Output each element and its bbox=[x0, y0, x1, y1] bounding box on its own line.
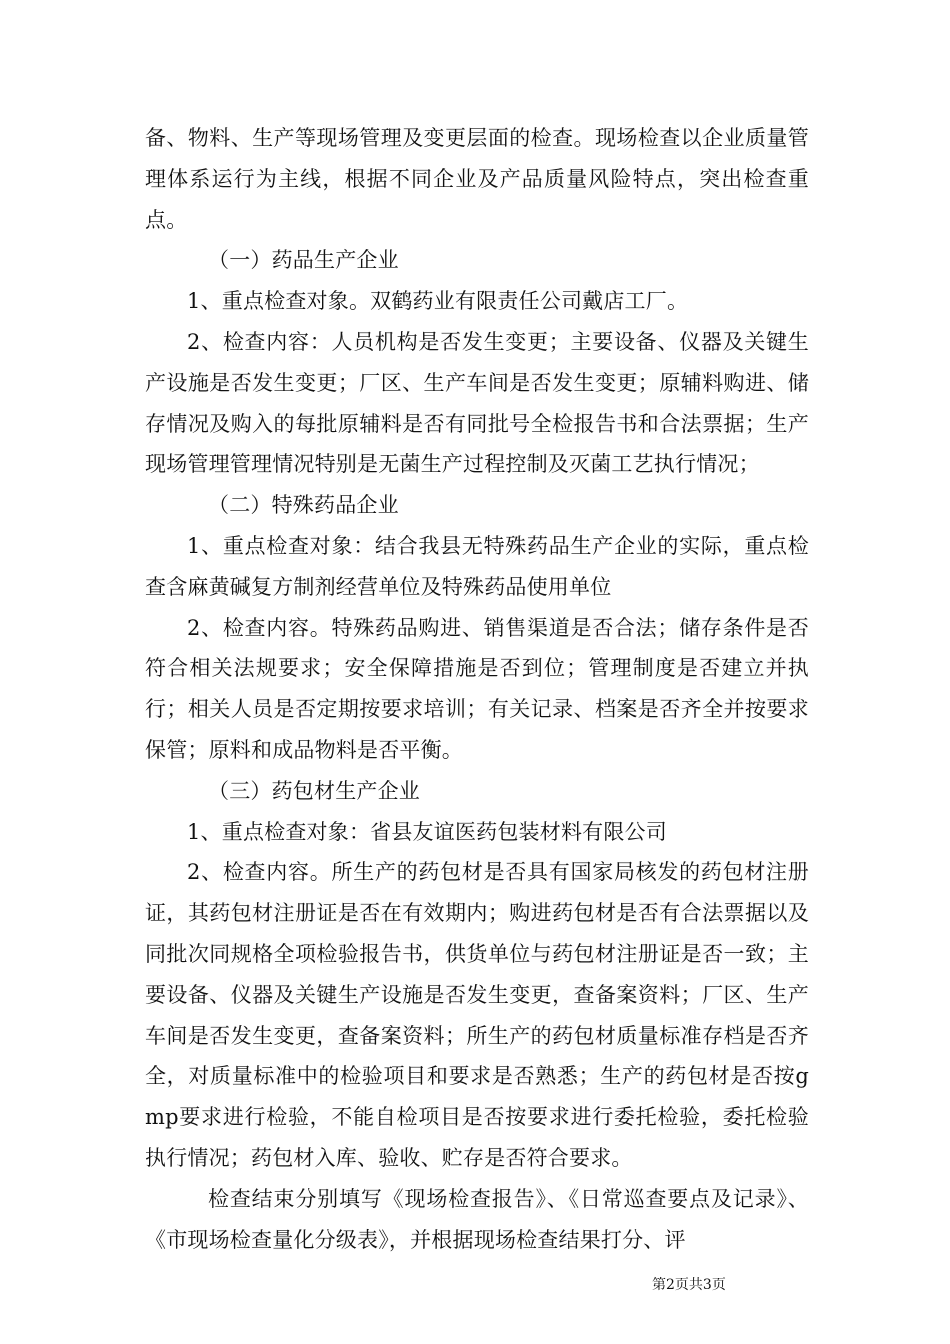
paragraph-inspection-target-2: 1、重点检查对象：结合我县无特殊药品生产企业的实际，重点检查含麻黄碱复方制剂经营单位及特殊药品使用单位 bbox=[145, 533, 809, 599]
paragraph-continuation: 备、物料、生产等现场管理及变更层面的检查。现场检查以企业质量管理体系运行为主线，根据不同企业及产品质量风险特点，突出检查重点。 bbox=[145, 126, 809, 232]
section-heading-packaging-manufacturers: （三）药包材生产企业 bbox=[208, 778, 420, 803]
paragraph-inspection-target-3: 1、重点检查对象：省县友谊医药包装材料有限公司 bbox=[187, 819, 667, 844]
paragraph-inspection-content-2: 2、检查内容。特殊药品购进、销售渠道是否合法；储存条件是否符合相关法规要求；安全保障措施是否到位；管理制度是否建立并执行；相关人员是否定期按要求培训；有关记录、档案是否齐全并按要求保管；原料和成品物料是否平衡。 bbox=[145, 615, 809, 762]
paragraph-conclusion: 检查结束分别填写《现场检查报告》、《日常巡查要点及记录》、《市现场检查量化分级表》，并根据现场检查结果打分、评 bbox=[145, 1186, 809, 1252]
document-body bbox=[145, 118, 809, 1260]
section-heading-pharma-manufacturers: （一）药品生产企业 bbox=[208, 248, 399, 273]
section-heading-special-drugs: （二）特殊药品企业 bbox=[208, 493, 399, 518]
page-number: 第2页共3页 bbox=[652, 1277, 726, 1293]
paragraph-inspection-target-1: 1、重点检查对象。双鹤药业有限责任公司戴店工厂。 bbox=[187, 289, 689, 314]
paragraph-inspection-content-1: 2、检查内容：人员机构是否发生变更；主要设备、仪器及关键生产设施是否发生变更；厂区、生产车间是否发生变更；原辅料购进、储存情况及购入的每批原辅料是否有同批号全检报告书和合法票据；生产现场管理管理情况特别是无菌生产过程控制及灭菌工艺执行情况； bbox=[145, 329, 809, 477]
paragraph-inspection-content-3: 2、检查内容。所生产的药包材是否具有国家局核发的药包材注册证，其药包材注册证是否在有效期内；购进药包材是否有合法票据以及同批次同规格全项检验报告书，供货单位与药包材注册证是否一致；主要设备、仪器及关键生产设施是否发生变更，查备案资料；厂区、生产车间是否发生变更，查备案资料；所生产的药包材质量标准存档是否齐全，对质量标准中的检验项目和要求是否熟悉；生产的药包材是否按gmp要求进行检验，不能自检项目是否按要求进行委托检验，委托检验执行情况；药包材入库、验收、贮存是否符合要求。 bbox=[145, 860, 809, 1170]
